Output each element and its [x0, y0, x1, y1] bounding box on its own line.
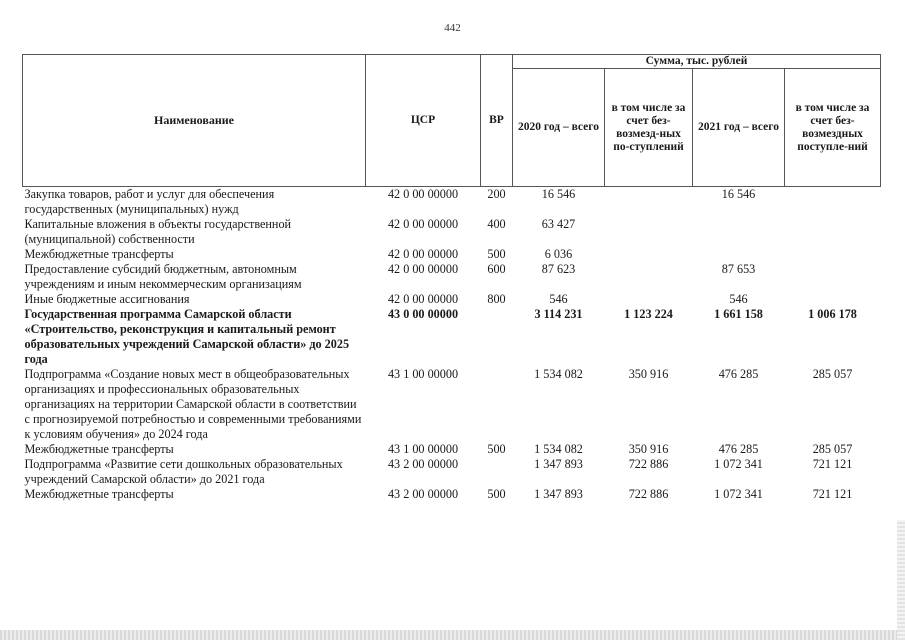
cell-name: Межбюджетные трансферты	[24, 442, 174, 456]
cell-vr	[481, 457, 513, 487]
scan-edge-bottom	[0, 630, 905, 640]
table-row	[23, 307, 881, 367]
cell-vr: 600	[487, 262, 506, 276]
cell-csr: 43 1 00 00000	[387, 367, 459, 381]
cell-vr: 500	[487, 442, 506, 456]
cell-2021-grants	[785, 262, 881, 292]
header-2020-grants: в том числе за счет без-возмезд-ных по-ступлений	[605, 69, 693, 187]
cell-2020-total: 1 534 082	[534, 442, 583, 456]
cell-2021-grants	[785, 217, 881, 247]
cell-2020-grants	[605, 262, 693, 292]
cell-vr	[481, 367, 513, 442]
cell-2021-total: 476 285	[718, 367, 759, 381]
header-2020-total: 2020 год – всего	[513, 69, 605, 187]
cell-csr: 43 1 00 00000	[387, 442, 459, 456]
cell-name: Иные бюджетные ассигнования	[24, 292, 190, 306]
header-vr: ВР	[481, 55, 513, 187]
cell-csr: 42 0 00 00000	[387, 247, 459, 261]
cell-vr: 200	[487, 187, 506, 201]
cell-2020-total: 546	[549, 292, 568, 306]
cell-2021-grants	[785, 187, 881, 218]
cell-csr: 42 0 00 00000	[387, 187, 459, 201]
cell-2020-grants: 1 123 224	[624, 307, 673, 321]
cell-2021-total: 546	[729, 292, 748, 306]
cell-2020-grants	[605, 247, 693, 262]
header-2021-grants: в том числе за счет без-возмездных поступле-ний	[785, 69, 881, 187]
cell-2020-total: 1 347 893	[534, 457, 583, 471]
cell-2021-grants	[785, 292, 881, 307]
cell-2021-total	[693, 247, 785, 262]
header-name: Наименование	[23, 55, 366, 187]
cell-2020-grants	[605, 217, 693, 247]
cell-2020-grants: 722 886	[628, 457, 669, 471]
cell-2020-total: 63 427	[541, 217, 576, 231]
cell-2020-total: 16 546	[541, 187, 576, 201]
cell-2021-total: 1 661 158	[714, 307, 763, 321]
table-body	[23, 187, 881, 503]
table-row	[23, 217, 881, 247]
cell-2020-total: 1 534 082	[534, 367, 583, 381]
cell-name: Закупка товаров, работ и услуг для обеспечения государственных (муниципальных) нужд	[24, 187, 275, 216]
cell-2020-grants	[605, 292, 693, 307]
cell-2020-grants: 722 886	[628, 487, 669, 501]
cell-2021-grants: 285 057	[812, 442, 853, 456]
cell-csr: 42 0 00 00000	[387, 262, 459, 276]
table-row	[23, 457, 881, 487]
cell-2020-total: 1 347 893	[534, 487, 583, 501]
cell-2021-total: 87 653	[721, 262, 756, 276]
cell-2020-grants: 350 916	[628, 442, 669, 456]
cell-2020-grants: 350 916	[628, 367, 669, 381]
cell-csr: 42 0 00 00000	[387, 217, 459, 231]
cell-2021-grants: 721 121	[812, 487, 853, 501]
cell-name: Межбюджетные трансферты	[24, 487, 174, 501]
cell-2021-grants: 285 057	[812, 367, 853, 381]
cell-vr	[481, 307, 513, 367]
cell-vr: 800	[487, 292, 506, 306]
table-row	[23, 247, 881, 262]
cell-name: Межбюджетные трансферты	[24, 247, 174, 261]
table-row	[23, 262, 881, 292]
table-row	[23, 442, 881, 457]
header-2021-total: 2021 год – всего	[693, 69, 785, 187]
cell-vr: 500	[487, 487, 506, 501]
scan-edge-right	[897, 520, 905, 640]
cell-2020-total: 6 036	[544, 247, 573, 261]
table-header	[23, 55, 881, 187]
cell-2021-grants: 1 006 178	[808, 307, 857, 321]
cell-name: Подпрограмма «Развитие сети дошкольных образовательных учреждений Самарской области» до 2021 года	[24, 457, 343, 486]
cell-2021-total: 1 072 341	[714, 457, 763, 471]
cell-csr: 43 2 00 00000	[387, 457, 459, 471]
cell-name: Государственная программа Самарской области «Строительство, реконструкция и капитальный ремонт образовательных учреждений Самарской области» до 2025 года	[24, 307, 350, 366]
table-row	[23, 187, 881, 218]
budget-table	[22, 54, 881, 502]
cell-name: Предоставление субсидий бюджетным, автономным учреждениям и иным некоммерческим организациям	[24, 262, 302, 291]
cell-2020-total: 87 623	[541, 262, 576, 276]
header-csr: ЦСР	[366, 55, 481, 187]
cell-name: Капитальные вложения в объекты государственной (муниципальной) собственности	[24, 217, 292, 246]
cell-name: Подпрограмма «Создание новых мест в общеобразовательных организациях и профессиональных образовательных организациях на территории Самарской области в соответствии с прогнозируемой потребностью и современными требованиями к условиям обучения» до 2024 года	[24, 367, 362, 441]
table-row	[23, 487, 881, 502]
cell-2020-total: 3 114 231	[534, 307, 583, 321]
cell-csr: 43 2 00 00000	[387, 487, 459, 501]
cell-2021-grants	[785, 247, 881, 262]
cell-csr: 43 0 00 00000	[387, 307, 459, 321]
cell-2021-total	[693, 217, 785, 247]
cell-vr: 500	[487, 247, 506, 261]
table-row	[23, 367, 881, 442]
cell-2021-total: 1 072 341	[714, 487, 763, 501]
cell-2021-grants: 721 121	[812, 457, 853, 471]
table-row	[23, 292, 881, 307]
page-number: 442	[444, 22, 461, 34]
cell-2021-total: 16 546	[721, 187, 756, 201]
cell-2021-total: 476 285	[718, 442, 759, 456]
cell-vr: 400	[487, 217, 506, 231]
header-sum: Сумма, тыс. рублей	[513, 55, 881, 69]
cell-csr: 42 0 00 00000	[387, 292, 459, 306]
cell-2020-grants	[605, 187, 693, 218]
